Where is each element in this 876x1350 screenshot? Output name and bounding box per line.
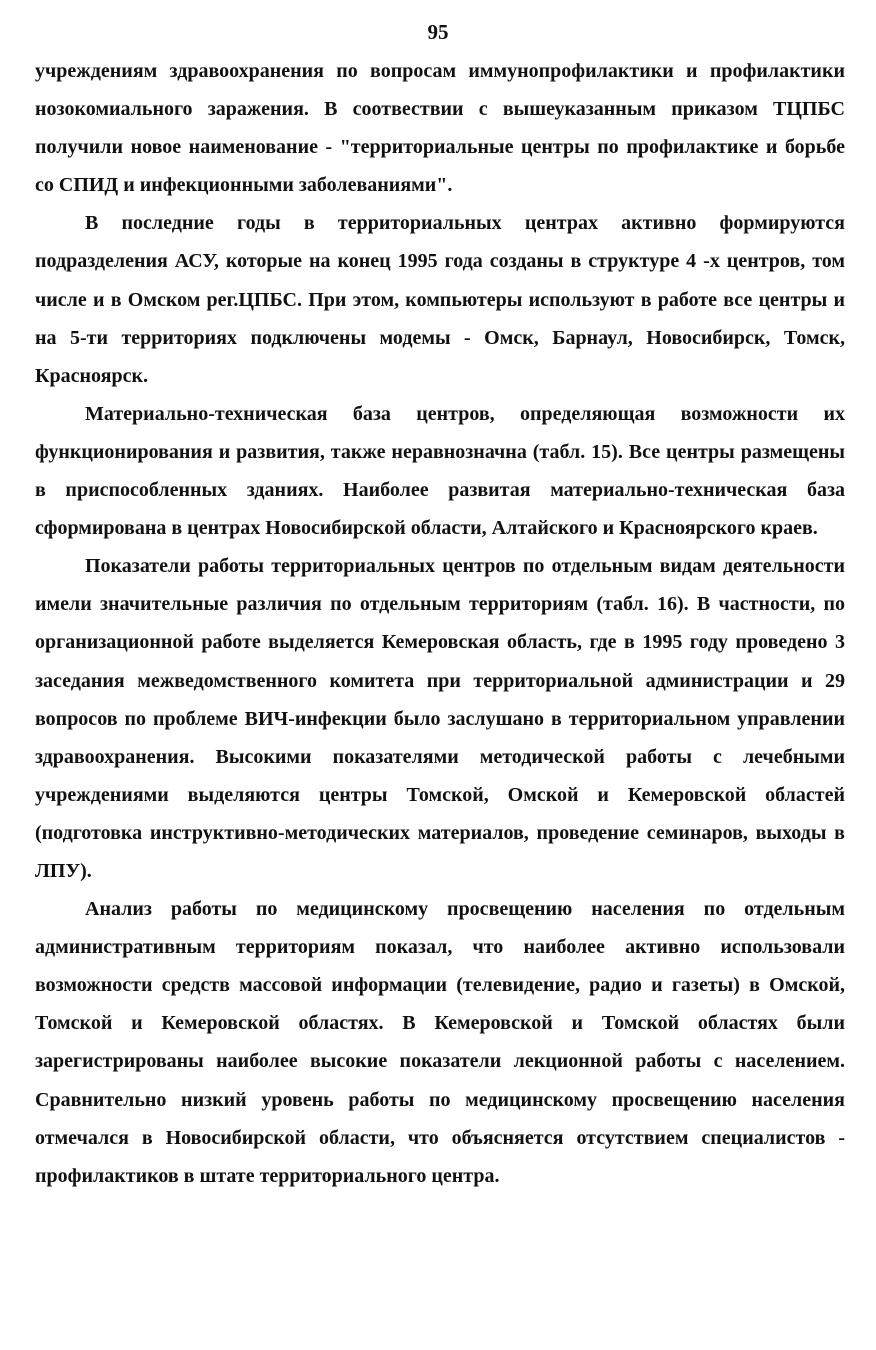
paragraph-medical-education: Анализ работы по медицинскому просвещению населения по отдельным административным территориям показал, что наиболее активно использовали возможности средств массовой информации (телевидение, радио и газеты) в Омской, Томской и Кемеровской областях. В Кемеровской и Томской областях были зарегистрированы наиболее высокие показатели лекционной работы с населением. Сравнительно низкий уровень работы по медицинскому просвещению населения отмечался в Новосибирской области, что объясняется отсутствием специалистов - профилактиков в штате территориального центра. xyxy=(35,898,845,1187)
paragraph-work-indicators: Показатели работы территориальных центров по отдельным видам деятельности имели значительные различия по отдельным территориям (табл. 16). В частности, по организационной работе выделяется Кемеровская область, где в 1995 году проведено 3 заседания межведомственного комитета при территориальной администрации и 29 вопросов по проблеме ВИЧ-инфекции было заслушано в территориальном управлении здравоохранения. Высокими показателями методической работы с лечебными учреждениями выделяются центры Томской, Омской и Кемеровской областей (подготовка инструктивно-методических материалов, проведение семинаров, выходы в ЛПУ). xyxy=(35,555,845,882)
page-number: 95 xyxy=(427,20,449,44)
paragraph-continuation: учреждениям здравоохранения по вопросам иммунопрофилактики и профилактики нозокомиального заражения. В соотвествии с вышеуказанным приказом ТЦПБС получили новое наименование - "территориальные центры по профилактике и борьбе со СПИД и инфекционными заболеваниями". xyxy=(35,60,845,197)
paragraph-material-base: Материально-техническая база центров, определяющая возможности их функционирования и развития, также неравнозначна (табл. 15). Все центры размещены в приспособленных зданиях. Наиболее развитая материально-техническая база сформирована в центрах Новосибирской области, Алтайского и Красноярского краев. xyxy=(35,402,845,540)
body-text xyxy=(35,52,845,1195)
paragraph-asu-departments: В последние годы в территориальных центрах активно формируются подразделения АСУ, которые на конец 1995 года созданы в структуре 4 -х центров, том числе и в Омском рег.ЦПБС. При этом, компьютеры используют в работе все центры и на 5-ти территориях подключены модемы - Омск, Барнаул, Новосибирск, Томск, Красноярск. xyxy=(35,212,845,387)
